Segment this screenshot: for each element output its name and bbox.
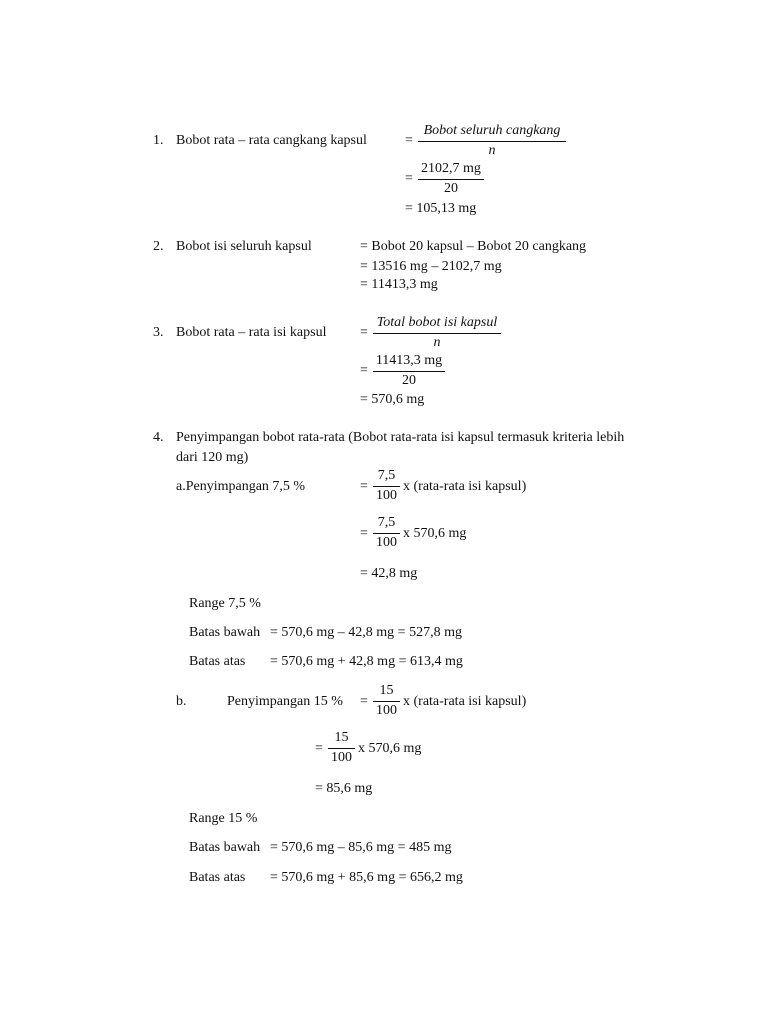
equation-line: = Bobot 20 kapsul – Bobot 20 cangkang	[360, 239, 587, 254]
fraction-denominator: 100	[376, 535, 397, 550]
range-heading: Range 15 %	[189, 811, 258, 826]
fraction-bar	[373, 486, 400, 487]
upper-limit-label: Batas atas	[189, 870, 246, 885]
fraction-5	[373, 468, 400, 506]
fraction-numerator: 7,5	[377, 515, 396, 530]
lower-limit-label: Batas bawah	[189, 625, 261, 640]
equation-tail: x 570,6 mg	[358, 741, 422, 756]
result-line: = 570,6 mg	[360, 392, 425, 407]
fraction-numerator: Total bobot isi kapsul	[376, 315, 498, 330]
upper-limit-label: Batas atas	[189, 654, 246, 669]
lower-limit-value: = 570,6 mg – 42,8 mg = 527,8 mg	[270, 625, 462, 640]
fraction-6	[373, 515, 400, 553]
fraction-denominator: n	[433, 335, 441, 350]
fraction-denominator: n	[488, 143, 496, 158]
fraction-bar	[373, 533, 400, 534]
fraction-denominator: 100	[331, 750, 352, 765]
lower-limit-label: Batas bawah	[189, 840, 261, 855]
fraction-numerator: 2102,7 mg	[421, 161, 481, 176]
fraction-numerator: 15	[334, 730, 349, 745]
fraction-denominator: 20	[402, 373, 416, 388]
fraction-numerator: Bobot seluruh cangkang	[423, 123, 561, 138]
equation-tail: x (rata-rata isi kapsul)	[403, 479, 527, 494]
fraction-8	[328, 730, 355, 768]
paragraph-line: Penyimpangan bobot rata-rata (Bobot rata-rata isi kapsul termasuk kriteria lebih	[176, 430, 625, 445]
result-line: = 11413,3 mg	[360, 277, 438, 292]
subitem-label-b: Penyimpangan 15 %	[227, 694, 343, 709]
equals-sign: =	[360, 479, 368, 494]
fraction-4	[373, 353, 445, 391]
item-label-1: Bobot rata – rata cangkang kapsul	[176, 133, 367, 148]
equals-sign: =	[405, 133, 413, 148]
subitem-letter-b: b.	[176, 694, 187, 709]
fraction-2	[418, 161, 484, 199]
fraction-bar	[418, 179, 484, 180]
equals-sign: =	[360, 694, 368, 709]
result-line: = 105,13 mg	[405, 201, 477, 216]
item-label-2: Bobot isi seluruh kapsul	[176, 239, 312, 254]
fraction-denominator: 20	[444, 181, 458, 196]
range-heading: Range 7,5 %	[189, 596, 261, 611]
fraction-bar	[373, 701, 400, 702]
item-number-1: 1.	[153, 133, 164, 148]
fraction-bar	[373, 333, 501, 334]
upper-limit-value: = 570,6 mg + 42,8 mg = 613,4 mg	[270, 654, 463, 669]
fraction-numerator: 11413,3 mg	[375, 353, 443, 368]
equation-tail: x (rata-rata isi kapsul)	[403, 694, 527, 709]
lower-limit-value: = 570,6 mg – 85,6 mg = 485 mg	[270, 840, 452, 855]
fraction-bar	[373, 371, 445, 372]
fraction-bar	[418, 141, 566, 142]
item-number-3: 3.	[153, 325, 164, 340]
paragraph-line: dari 120 mg)	[176, 450, 249, 465]
item-number-2: 2.	[153, 239, 164, 254]
item-label-3: Bobot rata – rata isi kapsul	[176, 325, 327, 340]
equals-sign: =	[360, 526, 368, 541]
fraction-denominator: 100	[376, 703, 397, 718]
equals-sign: =	[315, 741, 323, 756]
fraction-numerator: 15	[379, 683, 394, 698]
equals-sign: =	[360, 325, 368, 340]
result-line: = 85,6 mg	[315, 781, 373, 796]
upper-limit-value: = 570,6 mg + 85,6 mg = 656,2 mg	[270, 870, 463, 885]
fraction-3	[373, 315, 501, 353]
fraction-denominator: 100	[376, 488, 397, 503]
fraction-7	[373, 683, 400, 721]
equals-sign: =	[360, 363, 368, 378]
fraction-1	[418, 123, 566, 161]
item-number-4: 4.	[153, 430, 164, 445]
fraction-bar	[328, 748, 355, 749]
result-line: = 42,8 mg	[360, 566, 418, 581]
subitem-label-a: a.Penyimpangan 7,5 %	[176, 479, 306, 494]
fraction-numerator: 7,5	[377, 468, 396, 483]
equation-tail: x 570,6 mg	[403, 526, 467, 541]
equals-sign: =	[405, 171, 413, 186]
equation-line: = 13516 mg – 2102,7 mg	[360, 259, 502, 274]
